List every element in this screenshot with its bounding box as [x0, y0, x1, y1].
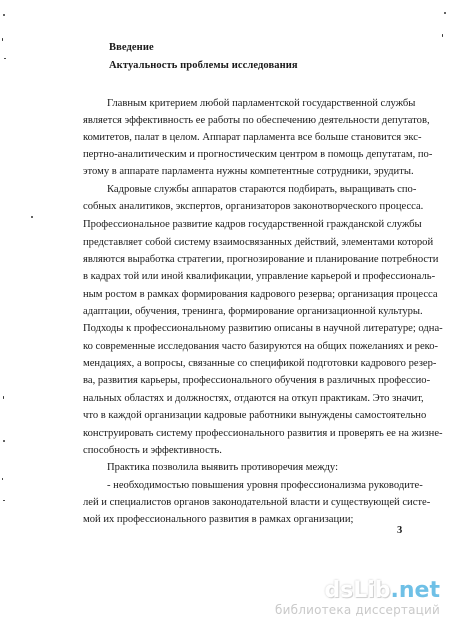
- page-number: 3: [397, 525, 403, 536]
- relevance-heading: Актуальность проблемы исследования: [109, 60, 298, 71]
- text-line: ко современные исследования часто базируются на общих пожеланиях и реко-: [83, 341, 439, 352]
- text-line: мой их профессионального развития в рамках организации;: [83, 514, 354, 525]
- scan-speck: [4, 58, 6, 59]
- scan-speck: [31, 216, 33, 218]
- text-line: способность и эффективность.: [83, 445, 222, 456]
- scan-speck: [444, 12, 446, 14]
- text-line: конструировать систему профессионального развития и проверять ее на жизне-: [83, 428, 443, 439]
- text-line: мендациях, а вопросы, связанные со спецификой подготовки кадрового резер-: [83, 358, 437, 369]
- text-line: что в каждой организации кадровые работники вынуждены самостоятельно: [83, 410, 427, 421]
- text-line: Практика позволила выявить противоречия между:: [107, 462, 339, 473]
- scan-speck: [3, 14, 5, 16]
- text-line: ва, развития карьеры, профессионального обучения в различных профессио-: [83, 375, 431, 386]
- scan-speck: [2, 478, 3, 480]
- intro-heading: Введение: [109, 42, 154, 53]
- scan-speck: [3, 396, 4, 399]
- text-line: Профессиональное развитие кадров государственной гражданской службы: [83, 219, 422, 230]
- text-line: Кадровые службы аппаратов стараются подбирать, выращивать спо-: [107, 184, 417, 195]
- watermark-subtitle: библиотека диссертаций: [275, 603, 440, 617]
- text-line: Главным критерием любой парламентской государственной службы: [107, 98, 416, 109]
- watermark-logo-domain: .net: [390, 578, 440, 603]
- watermark-logo-main: dsLib: [324, 578, 391, 603]
- text-line: адаптации, обучения, тренинга, формирование организационной культуры.: [83, 306, 423, 317]
- text-line: является эффективность ее работы по обеспечению деятельности депутатов,: [83, 115, 430, 126]
- text-line: - необходимостью повышения уровня профессионализма руководите-: [107, 480, 423, 491]
- text-line: собных аналитиков, экспертов, организаторов законотворческого процесса.: [83, 201, 424, 212]
- scan-speck: [442, 34, 443, 37]
- text-line: нальных областях и должностях, отдаются на откуп практикам. Это значит,: [83, 393, 424, 404]
- text-line: пертно-аналитическим и прогностическим центром в помощь депутатам, по-: [83, 149, 433, 160]
- text-line: представляет собой систему взаимосвязанных действий, элементами которой: [83, 237, 434, 248]
- scan-speck: [3, 440, 5, 442]
- scan-speck: [2, 38, 3, 41]
- scan-speck: [3, 500, 5, 501]
- watermark: [275, 579, 440, 618]
- text-line: лей и специалистов органов законодательной власти и существующей систе-: [83, 497, 431, 508]
- text-line: являются выработка стратегии, прогнозирование и планирование потребности: [83, 254, 439, 265]
- watermark-logo: [275, 579, 440, 603]
- text-line: этому в аппарате парламента нужны компетентные сотрудники, эрудиты.: [83, 166, 414, 177]
- text-line: комитетов, палат в целом. Аппарат парламента все больше становится экс-: [83, 132, 422, 143]
- text-line: Подходы к профессиональному развитию описаны в научной литературе; одна-: [83, 323, 443, 334]
- text-line: ным ростом в рамках формирования кадрового резерва; организация процесса: [83, 289, 438, 300]
- text-line: в кадрах той или иной квалификации, управление карьерой и профессиональ-: [83, 271, 436, 282]
